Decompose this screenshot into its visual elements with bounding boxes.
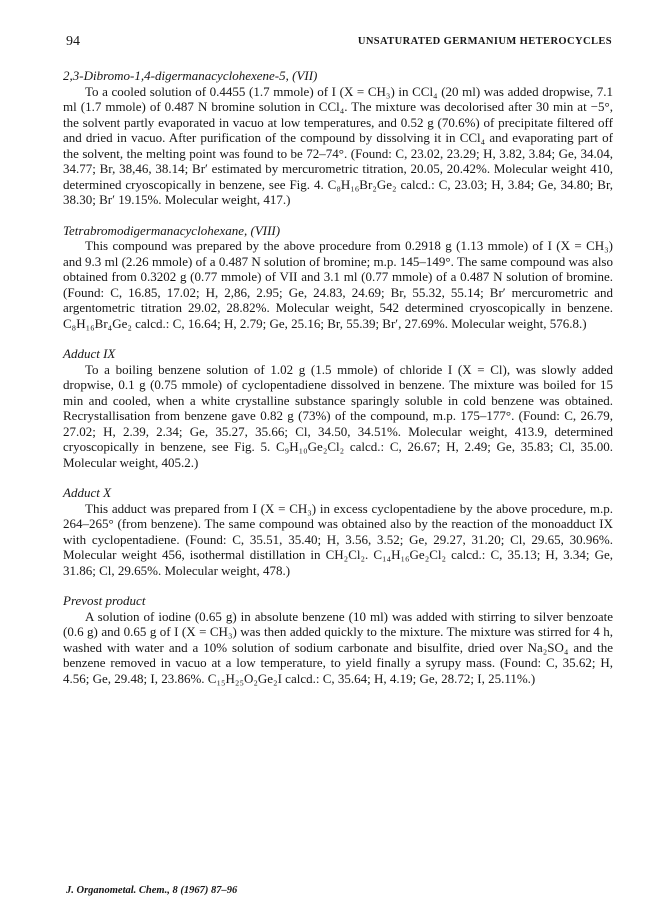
section-heading: Adduct IX xyxy=(63,346,116,361)
section-paragraph: This adduct was prepared from I (X = CH₃) in excess cyclopentadiene by the above procedure, m.p. 264–265° (from benzene). The same compound was obtained also by the reaction of the monoadduct IX with cyclopentadiene. (Found: C, 35.51, 35.40; H, 3.56, 3.52; Ge, 29.27, 31.20; Cl, 29.65, 30.96%. Molecular weight 456, isothermal distillation in CH₂Cl₂. C₁₄H₁₆Ge₂Cl₂ calcd.: C, 35.13; H, 3.34; Ge, 31.86; Cl, 29.65%. Molecular weight, 478.) xyxy=(63,500,613,578)
section-prevost-product xyxy=(63,593,613,686)
running-title: UNSATURATED GERMANIUM HETEROCYCLES xyxy=(357,36,612,47)
section-compound-vii xyxy=(63,68,613,208)
section-heading: Tetrabromodigermanacyclohexane, (VIII) xyxy=(63,222,281,238)
section-paragraph: To a cooled solution of 0.4455 (1.7 mmole) of I (X = CH₃) in CCl₄ (20 ml) was added dropwise, 7.1 ml (1.7 mmole) of 0.487 N bromine solution in CCl₄. The mixture was decolorised after 30 min at −5°, the solvent partly evaporated in vacuo at low temperatures, and 0.52 g (70.6%) of precipitate filtered off and dried in vacuo. After purification of the compound by dissolving it in CCl₄ and evaporating part of the solvent, the melting point was found to be 72–74°. (Found: C, 23.02, 23.29; H, 3.82, 3.84; Ge, 34.04, 34.77; Br, 38,46, 38.14; Br′ estimated by mercurometric titration, 20.05, 20.42%. Molecular weight 410, determined cryoscopically in benzene, see Fig. 4. C₈H₁₆Br₂Ge₂ calcd.: C, 23.03; H, 3.84; Ge, 34.80; Br, 38.30; Br′ 19.15%. Molecular weight, 417.) xyxy=(63,83,613,207)
section-adduct-ix xyxy=(63,346,613,470)
section-compound-viii xyxy=(63,223,613,332)
section-heading: Prevost product xyxy=(63,593,146,608)
section-adduct-x xyxy=(63,485,613,578)
journal-citation-footer: J. Organometal. Chem., 8 (1967) 87–96 xyxy=(66,885,238,896)
section-paragraph: To a boiling benzene solution of 1.02 g (1.5 mmole) of chloride I (X = Cl), was slowly added dropwise, 0.1 g (0.75 mmole) of cyclopentadiene dissolved in benzene. The mixture was boiled for 15 min and cooled, when a white crystalline substance sparingly soluble in cold benzene was obtained. Recrystallisation from benzene gave 0.82 g (73%) of the compound, m.p. 175–177°. (Found: C, 26.79, 27.02; H, 2.39, 2.34; Ge, 35.27, 35.66; Cl, 34.50, 34.51%. Molecular weight, 413.9, determined cryoscopically in benzene, see Fig. 5. C₉H₁₀Ge₂Cl₂ calcd.: C, 26.67; H, 2.49; Ge, 35.83; Cl, 35.00. Molecular weight, 405.2.) xyxy=(63,361,613,470)
section-paragraph: A solution of iodine (0.65 g) in absolute benzene (10 ml) was added with stirring to silver benzoate (0.6 g) and 0.65 g of I (X = CH₃) was then added quickly to the mixture. The mixture was stirred for 4 h, washed with water and a 10% solution of sodium carbonate and bisulfite, dried over Na₂SO₄ and the benzene removed in vacuo at a low temperature, to yield finally a syrupy mass. (Found: C, 35.62; H, 4.56; Ge, 29.48; I, 23.86%. C₁₅H₂₅O₂Ge₂I calcd.: C, 35.64; H, 4.19; Ge, 28.72; I, 25.11%.) xyxy=(63,608,613,686)
section-heading: 2,3-Dibromo-1,4-digermanacyclohexene-5, (VII) xyxy=(63,68,318,83)
section-heading: Adduct X xyxy=(63,485,112,500)
page-header xyxy=(66,34,612,52)
section-paragraph: This compound was prepared by the above procedure from 0.2918 g (1.13 mmole) of I (X = CH₃) and 9.3 ml (2.26 mmole) of a 0.487 N solution of bromine; m.p. 145–149°. The same compound was also obtained from 0.3202 g (0.77 mmole) of VII and 3.1 ml (0.77 mmole) of a 0.487 N solution of bromine. (Found: C, 16.85, 17.02; H, 2,86, 2.95; Ge, 24.83, 24.69; Br, 55.32, 55.14; Br′ mercurometric and argentometric titration 29.02, 28.82%. Molecular weight, 542 determined cryoscopically in benzene. C₈H₁₆Br₄Ge₂ calcd.: C, 16.64; H, 2.79; Ge, 25.16; Br, 55.39; Br′, 27.69%. Molecular weight, 576.8.) xyxy=(63,238,613,331)
body-text xyxy=(63,68,613,686)
page-number: 94 xyxy=(66,34,80,49)
